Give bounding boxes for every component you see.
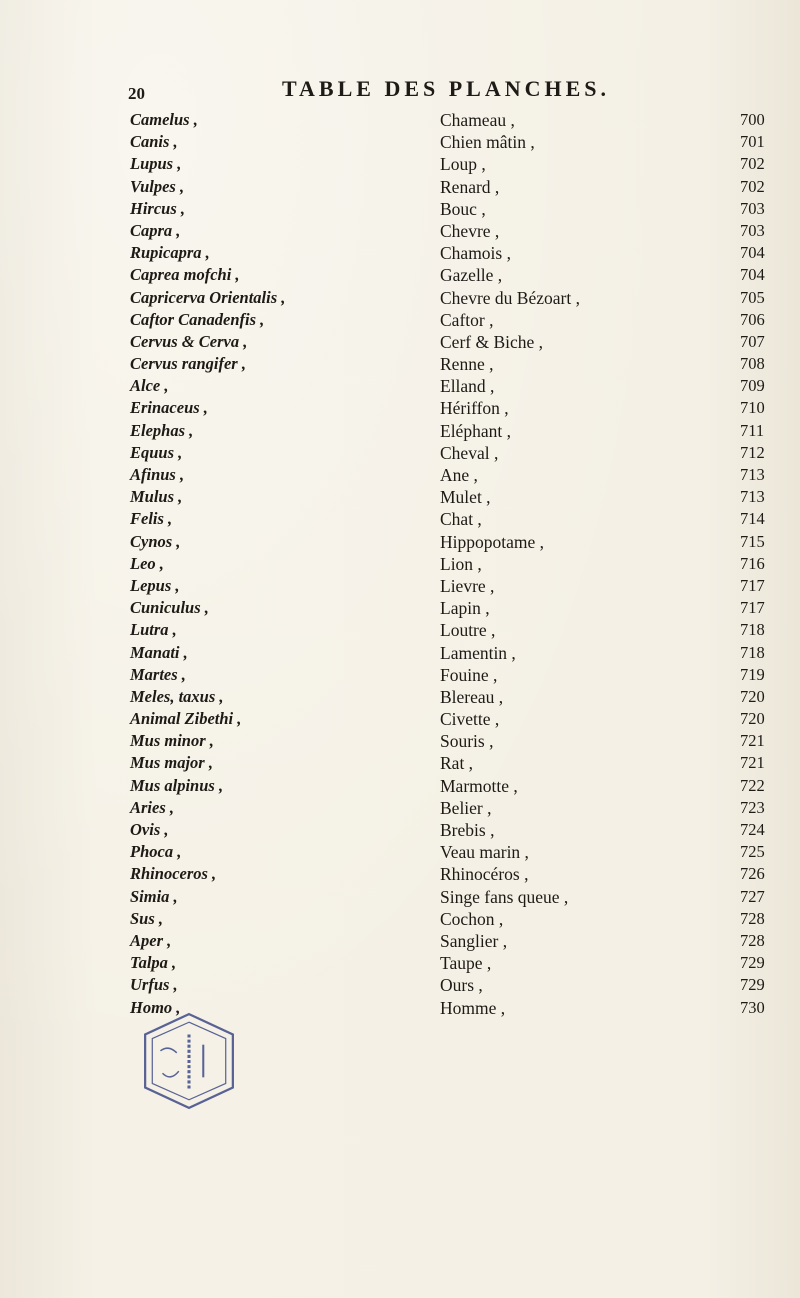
- latin-name: Elephas ,: [130, 420, 194, 440]
- latin-name: Mus major ,: [130, 753, 213, 773]
- plate-number: 721: [740, 731, 765, 751]
- plate-number: 717: [740, 598, 765, 618]
- running-title: TABLE DES PLANCHES.: [282, 76, 611, 101]
- latin-name: Urfus ,: [130, 975, 178, 995]
- latin-name: Caftor Canadenfis ,: [130, 309, 265, 329]
- table-row: [0, 109, 800, 131]
- plate-number: 708: [740, 354, 765, 374]
- plate-number: 704: [740, 243, 765, 263]
- french-name: Belier ,: [440, 797, 492, 818]
- french-name: Rat ,: [440, 753, 474, 774]
- french-name: Cheval ,: [440, 442, 499, 463]
- plate-number: 729: [740, 953, 765, 973]
- french-name: Blereau ,: [440, 686, 504, 707]
- french-name: Taupe ,: [440, 953, 492, 974]
- latin-name: Manati ,: [130, 642, 188, 662]
- table-row: [0, 886, 800, 908]
- page-number: 20: [128, 84, 145, 103]
- latin-name: Afinus ,: [130, 465, 185, 484]
- table-row: [0, 442, 800, 464]
- table-row: [0, 708, 800, 730]
- plate-number: 704: [740, 265, 765, 285]
- plate-number: 719: [740, 664, 765, 684]
- french-name: Cerf & Biche ,: [440, 331, 544, 352]
- table-row: [0, 997, 800, 1019]
- latin-name: Rhinoceros ,: [130, 864, 217, 884]
- french-name: Veau marin ,: [440, 842, 529, 863]
- plate-number: 728: [740, 908, 765, 928]
- french-name: Lapin ,: [440, 598, 490, 619]
- plate-number: 713: [740, 465, 765, 484]
- plate-number: 714: [740, 509, 765, 529]
- french-name: Chameau ,: [440, 110, 515, 130]
- plate-number: 713: [740, 487, 765, 507]
- table-row: [0, 287, 800, 309]
- latin-name: Simia ,: [130, 886, 178, 906]
- french-name: Ours ,: [440, 975, 483, 996]
- latin-name: Talpa ,: [130, 953, 177, 973]
- latin-name: Ovis ,: [130, 820, 169, 839]
- table-row: [0, 597, 800, 619]
- plate-number: 722: [740, 775, 765, 795]
- table-row: [0, 730, 800, 752]
- latin-name: Erinaceus ,: [130, 398, 208, 418]
- latin-name: Mus minor ,: [130, 731, 214, 751]
- table-row: [0, 309, 800, 331]
- table-row: [0, 575, 800, 597]
- table-row: [0, 819, 800, 841]
- latin-name: Homo ,: [130, 997, 181, 1017]
- plate-number: 703: [740, 220, 765, 240]
- plate-number: 717: [740, 575, 765, 595]
- table-row: [0, 153, 800, 175]
- latin-name: Rupicapra ,: [130, 243, 210, 263]
- plate-number: 711: [740, 420, 765, 440]
- french-name: Cochon ,: [440, 908, 504, 929]
- latin-name: Lupus ,: [130, 154, 182, 174]
- table-row: [0, 331, 800, 353]
- table-row: [0, 486, 800, 508]
- french-name: Hippopotame ,: [440, 531, 545, 552]
- french-name: Lievre ,: [440, 575, 495, 596]
- plates-table: [0, 109, 800, 1019]
- page-header: [128, 76, 648, 108]
- table-row: [0, 908, 800, 930]
- plate-number: 712: [740, 442, 765, 462]
- table-row: [0, 264, 800, 286]
- latin-name: Camelus ,: [130, 110, 198, 129]
- table-row: [0, 198, 800, 220]
- french-name: Lion ,: [440, 553, 482, 574]
- latin-name: Martes ,: [130, 664, 186, 684]
- latin-name: Mus alpinus ,: [130, 775, 224, 795]
- plate-number: 729: [740, 975, 765, 995]
- plate-number: 706: [740, 309, 765, 329]
- french-name: Chat ,: [440, 509, 482, 530]
- latin-name: Capricerva Orientalis ,: [130, 287, 286, 307]
- plate-number: 723: [740, 797, 765, 817]
- latin-name: Vulpes ,: [130, 176, 185, 196]
- french-name: Gazelle ,: [440, 265, 503, 286]
- latin-name: Mulus ,: [130, 487, 183, 507]
- table-row: [0, 242, 800, 264]
- plate-number: 720: [740, 709, 765, 729]
- latin-name: Lepus ,: [130, 575, 180, 595]
- french-name: Chevre du Bézoart ,: [440, 287, 580, 308]
- plate-number: 716: [740, 553, 765, 573]
- french-name: Bouc ,: [440, 198, 486, 219]
- plate-number: 718: [740, 642, 765, 662]
- french-name: Marmotte ,: [440, 775, 518, 796]
- plate-number: 705: [740, 287, 765, 307]
- table-row: [0, 531, 800, 553]
- table-row: [0, 508, 800, 530]
- table-row: [0, 420, 800, 442]
- latin-name: Leo ,: [130, 553, 164, 573]
- latin-name: Caprea mofchi ,: [130, 265, 240, 285]
- plate-number: 721: [740, 753, 765, 773]
- table-row: [0, 353, 800, 375]
- french-name: Singe fans queue ,: [440, 886, 569, 907]
- plate-number: 727: [740, 886, 765, 906]
- french-name: Lamentin ,: [440, 642, 516, 663]
- french-name: Ane ,: [440, 465, 478, 485]
- plate-number: 730: [740, 997, 765, 1017]
- plate-number: 725: [740, 842, 765, 862]
- french-name: Chevre ,: [440, 220, 500, 241]
- plate-number: 724: [740, 820, 765, 839]
- latin-name: Lutra ,: [130, 620, 177, 640]
- table-row: [0, 176, 800, 198]
- french-name: Mulet ,: [440, 487, 491, 508]
- plate-number: 703: [740, 198, 765, 218]
- table-row: [0, 930, 800, 952]
- table-row: [0, 619, 800, 641]
- table-row: [0, 642, 800, 664]
- plate-number: 726: [740, 864, 765, 884]
- latin-name: Animal Zibethi ,: [130, 709, 242, 729]
- table-row: [0, 952, 800, 974]
- french-name: Hériffon ,: [440, 398, 509, 419]
- french-name: Renne ,: [440, 354, 494, 375]
- latin-name: Hircus ,: [130, 198, 186, 218]
- french-name: Caftor ,: [440, 309, 494, 330]
- french-name: Loup ,: [440, 154, 486, 175]
- french-name: Brebis ,: [440, 820, 495, 840]
- plate-number: 715: [740, 531, 765, 551]
- french-name: Chamois ,: [440, 243, 511, 264]
- french-name: Eléphant ,: [440, 420, 511, 441]
- table-row: [0, 464, 800, 486]
- table-row: [0, 863, 800, 885]
- french-name: Homme ,: [440, 997, 506, 1018]
- latin-name: Cervus & Cerva ,: [130, 331, 248, 351]
- table-row: [0, 775, 800, 797]
- table-row: [0, 664, 800, 686]
- french-name: Rhinocéros ,: [440, 864, 529, 885]
- library-stamp-icon: [138, 1010, 240, 1112]
- french-name: Souris ,: [440, 731, 494, 752]
- french-name: Loutre ,: [440, 620, 496, 641]
- plate-number: 707: [740, 331, 765, 351]
- table-row: [0, 220, 800, 242]
- latin-name: Phoca ,: [130, 842, 182, 862]
- latin-name: Aper ,: [130, 930, 172, 950]
- latin-name: Meles, taxus ,: [130, 686, 224, 706]
- table-row: [0, 841, 800, 863]
- table-row: [0, 553, 800, 575]
- french-name: Chien mâtin ,: [440, 132, 535, 153]
- plate-number: 710: [740, 398, 765, 418]
- latin-name: Aries ,: [130, 797, 175, 817]
- table-row: [0, 397, 800, 419]
- french-name: Civette ,: [440, 709, 500, 730]
- table-row: [0, 131, 800, 153]
- table-row: [0, 375, 800, 397]
- latin-name: Cervus rangifer ,: [130, 354, 246, 374]
- plate-number: 728: [740, 930, 765, 950]
- table-row: [0, 797, 800, 819]
- table-row: [0, 752, 800, 774]
- plate-number: 702: [740, 176, 765, 196]
- plate-number: 709: [740, 376, 765, 396]
- plate-number: 718: [740, 620, 765, 640]
- latin-name: Capra ,: [130, 220, 181, 240]
- table-row: [0, 686, 800, 708]
- latin-name: Cuniculus ,: [130, 598, 209, 618]
- french-name: Elland ,: [440, 376, 495, 397]
- latin-name: Felis ,: [130, 509, 173, 529]
- latin-name: Sus ,: [130, 908, 164, 928]
- french-name: Sanglier ,: [440, 930, 508, 951]
- french-name: Fouine ,: [440, 664, 498, 685]
- latin-name: Equus ,: [130, 442, 183, 462]
- table-row: [0, 974, 800, 996]
- latin-name: Alce ,: [130, 376, 169, 396]
- plate-number: 701: [740, 132, 765, 152]
- latin-name: Cynos ,: [130, 531, 181, 551]
- plate-number: 702: [740, 154, 765, 174]
- latin-name: Canis ,: [130, 132, 178, 152]
- plate-number: 720: [740, 686, 765, 706]
- french-name: Renard ,: [440, 176, 500, 197]
- plate-number: 700: [740, 110, 765, 129]
